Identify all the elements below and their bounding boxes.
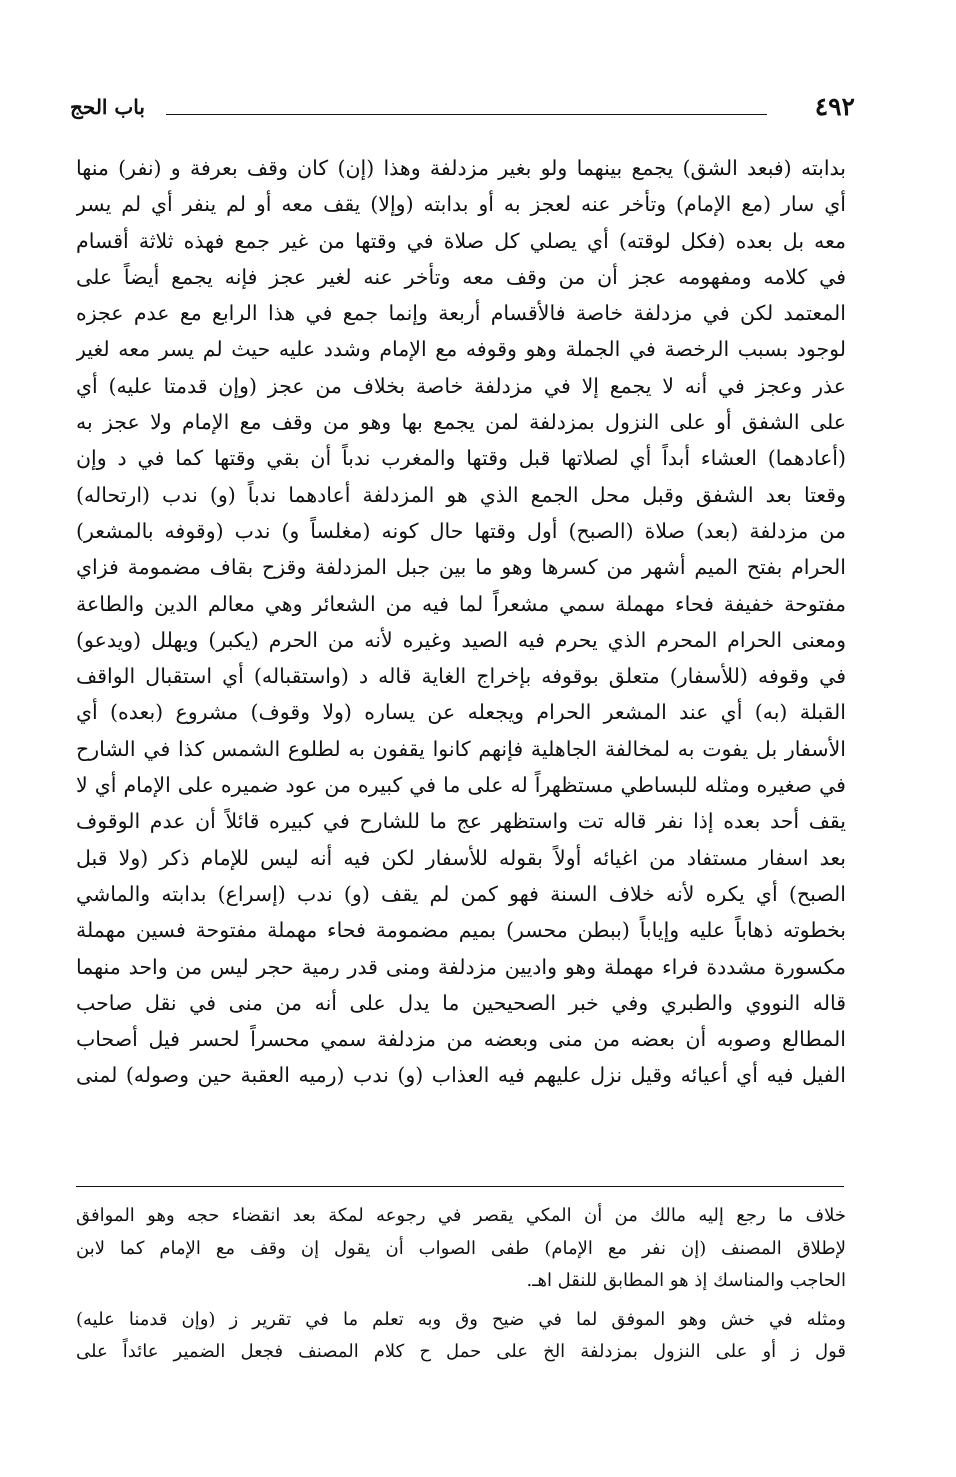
text-line: لوجود بسبب الرخصة في الجملة وهو وقوفه مع الإمام وشدد عليه حيث لم يسر معه لغير: [76, 337, 846, 362]
text-line: بدابته (فبعد الشق) يجمع بينهما ولو بغير مزدلفة وهذا (إن) كان وقف بعرفة و (نفر) منها: [76, 156, 846, 180]
text-line: بعد اسفار مستفاد من اغيائه أولاً بقوله للأسفار لكن فيه أنه ليس للإمام ذكر (ولا قبل: [76, 845, 846, 870]
text-line: في وقوفه (للأسفار) متعلق بوقوفه بإخراج الغاية قاله د (واستقباله) أي استقبال الواقف: [76, 664, 846, 689]
footnote-line: ومثله في خش وهو الموفق لما في ضيح وق وبه تعلم ما في تقرير ز (وإن قدمنا عليه): [76, 1308, 846, 1330]
footnotes: [76, 1200, 846, 1390]
text-line: المعتمد لكن في مزدلفة خاصة فالأقسام أربعة وإنما جمع في هذا الرابع مع عدم عجزه: [76, 301, 846, 326]
text-line: الأسفار بل يفوت به لمخالفة الجاهلية فإنهم كانوا يقفون به لطلوع الشمس كذا في الشارح: [76, 736, 846, 761]
text-line: القبلة (به) أي عند المشعر الحرام ويجعله عن يساره (ولا وقوف) مشروع (بعده) أي: [76, 700, 846, 725]
text-line: الفيل فيه أي أعيائه وقيل نزل عليهم فيه العذاب (و) ندب (رميه العقبة حين وصوله) لمنى: [76, 1063, 846, 1088]
text-line: من مزدلفة (بعد) صلاة (الصبح) أول وقتها حال كونه (مغلساً و) ندب (وقوفه بالمشعر): [76, 518, 846, 543]
text-line: على الشفق أو على النزول بمزدلفة لمن يجمع بها وهو من وقف مع الإمام ولا عجز به: [76, 410, 846, 435]
main-text: [76, 150, 846, 1170]
text-line: في كلامه ومفهومه عجز أن من وقف معه وتأخر عنه لغير عجز فإنه يجمع أيضاً على: [76, 264, 846, 289]
footnote-line: خلاف ما رجع إليه مالك من أن المكي يقصر في رجوعه لمكة بعد انقضاء حجه وهو الموافق: [76, 1205, 846, 1226]
text-line: مكسورة مشددة فراء مهملة وهو واديين مزدلفة ومنى قدر رمية حجر ليس من واحد منهما: [76, 954, 846, 979]
text-line: (أعادهما) العشاء أبداً أي لصلاتها قبل وقتها والمغرب ندباً أن بقي وقتها كما في د وإن: [76, 446, 846, 471]
header-rule: [166, 114, 767, 115]
text-line: في صغيره ومثله للبساطي مستظهراً له على ما في كبيره من عود ضميره على الإمام أي لا: [76, 773, 846, 798]
footnote-line: الحاجب والمناسك إذ هو المطابق للنقل اهـ.: [526, 1270, 846, 1291]
page-header: [70, 92, 855, 126]
footnote-line: لإطلاق المصنف (إن نفر مع الإمام) طفى الصواب أن يقول إن وقف مع الإمام كما لابن: [76, 1237, 846, 1259]
text-line: الحرام بفتح الميم أشهر من كسرها وهو ما بين جبل المزدلفة وقزح بقاف مضمومة فزاي: [76, 555, 846, 580]
text-line: معه بل بعده (فكل لوقته) أي يصلي كل صلاة في وقتها من غير جمع فهذه ثلاثة أقسام: [76, 228, 846, 253]
footnote-separator: [76, 1186, 844, 1187]
text-line: بخطوته ذهاباً عليه وإياباً (ببطن محسر) بميم مضمومة فحاء مهملة مفتوحة فسين مهملة: [76, 918, 846, 943]
text-line: وقعتا بعد الشفق وقبل محل الجمع الذي هو المزدلفة أعادهما ندباً (و) ندب (ارتحاله): [76, 482, 846, 507]
footnote-line: قول ز أو على النزول بمزدلفة الخ على حمل ح كلام المصنف فجعل الضمير عائداً على: [76, 1341, 846, 1362]
running-title: باب الحج: [70, 95, 145, 119]
text-line: عذر وعجز في أنه لا يجمع إلا في مزدلفة خاصة بخلاف من عجز (وإن قدمتا عليه) أي: [76, 373, 846, 398]
text-line: الصبح) أي يكره لأنه خلاف السنة فهو كمن لم يقف (و) ندب (إسراع) بدابته والماشي: [76, 881, 846, 906]
text-line: يقف أحد بعده إذا نفر قاله تت واستظهر عج ما للشارح في كبيره قائلاً أن عدم الوقوف: [76, 809, 846, 834]
text-line: أي سار (مع الإمام) وتأخر عنه لعجز به أو بدابته (وإلا) يقف معه أو لم ينفر أي لم يسر: [76, 192, 846, 217]
text-line: ومعنى الحرام المحرم الذي يحرم فيه الصيد وغيره لأنه من الحرم (يكبر) ويهلل (ويدعو): [76, 627, 846, 652]
page-number: ٤٩٢: [814, 92, 855, 121]
text-line: مفتوحة خفيفة فحاء مهملة سمي مشعراً لما فيه من الشعائر وهي معالم الدين والطاعة: [76, 591, 846, 616]
text-line: المطالع وصوبه أن بعضه من منى وبعضه من مزدلفة سمي محسراً لحسر فيل أصحاب: [76, 1027, 846, 1052]
text-line: قاله النووي والطبري وفي خبر الصحيحين ما يدل على أنه من منى في نقل صاحب: [76, 990, 846, 1015]
